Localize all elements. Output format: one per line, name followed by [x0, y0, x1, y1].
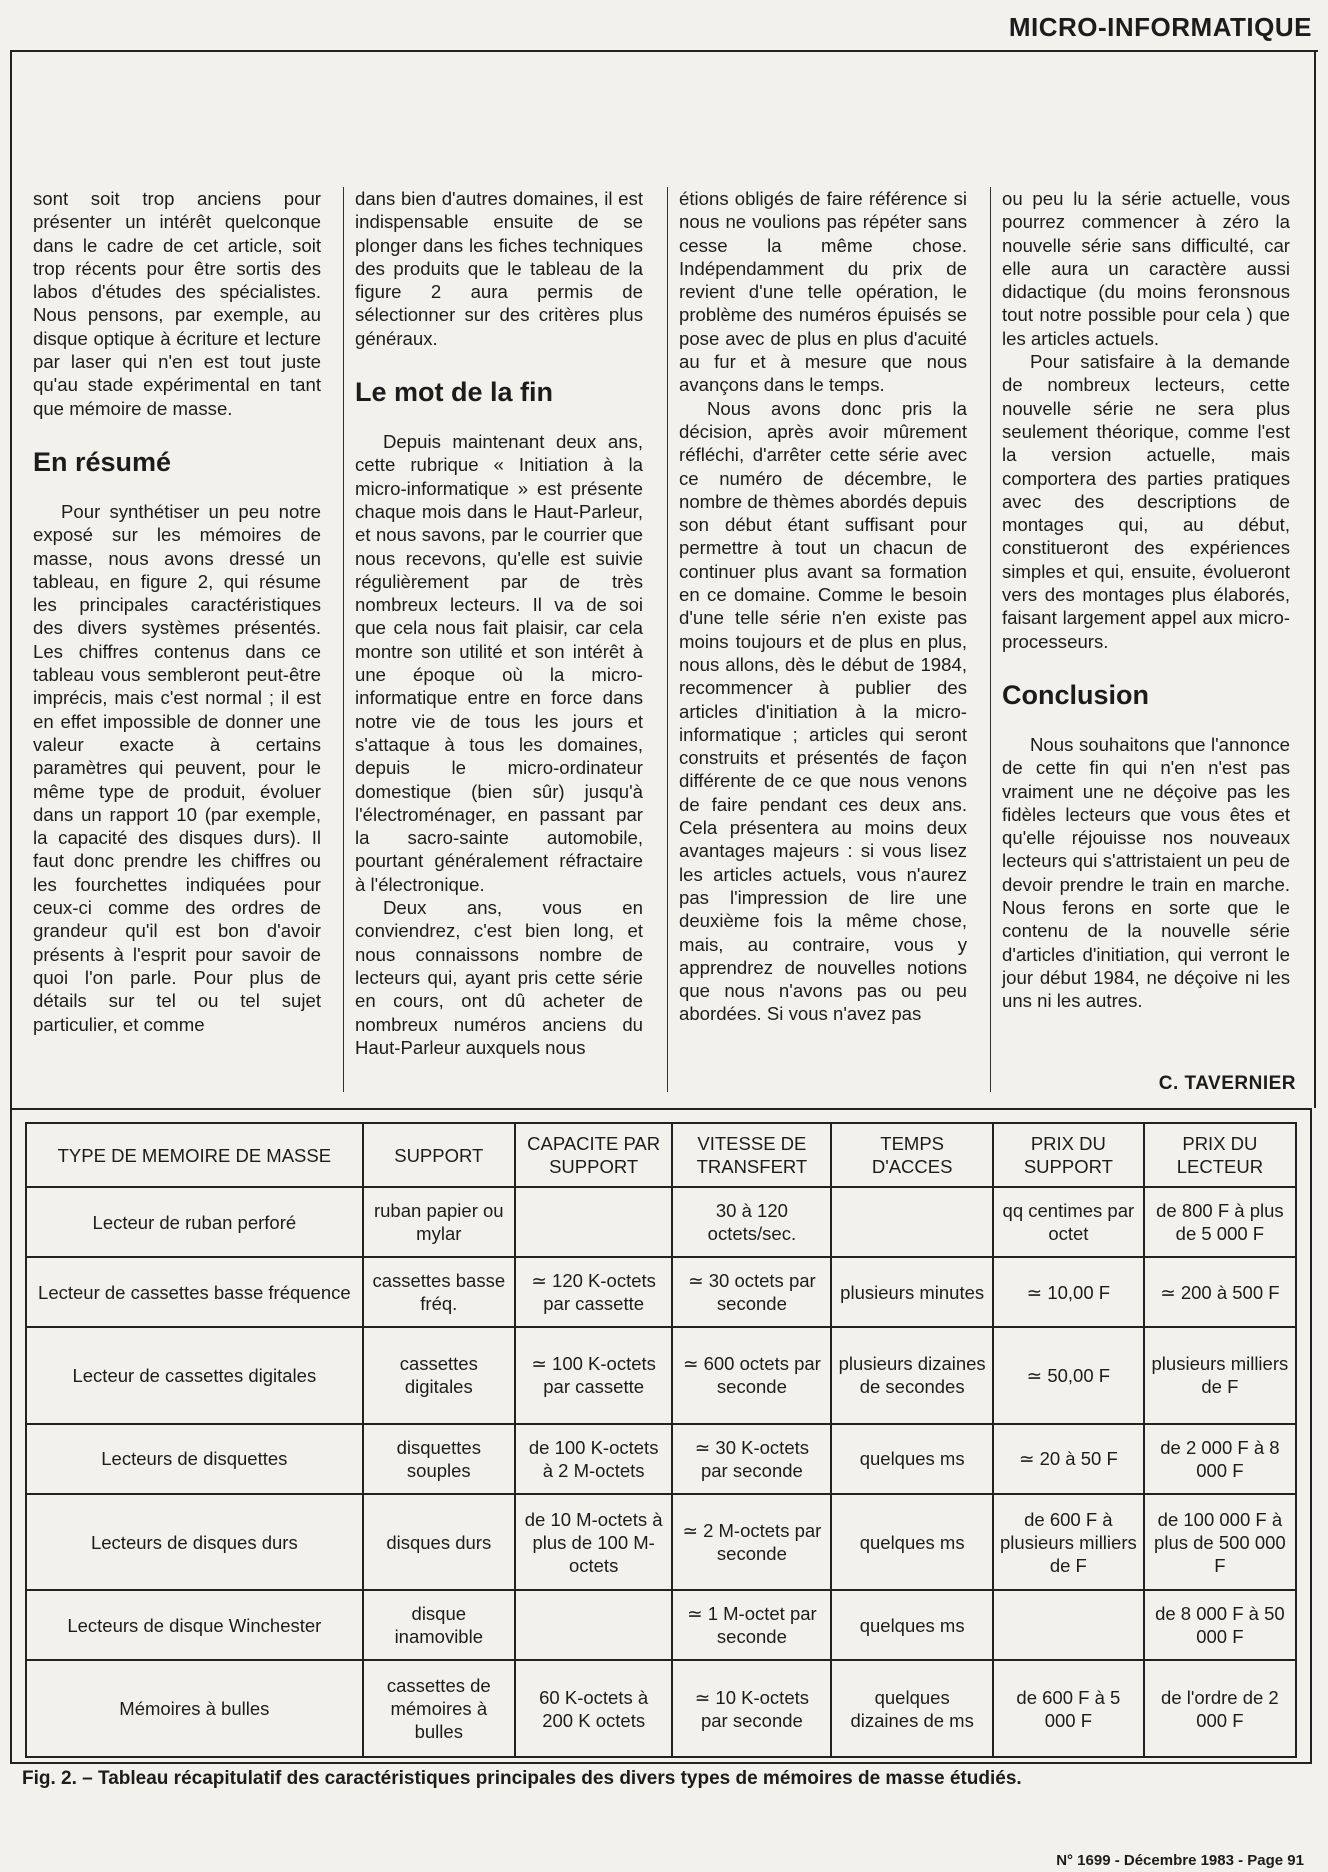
table-cell: ruban papier ou mylar [363, 1187, 515, 1257]
table-cell: 60 K-octets à 200 K octets [515, 1660, 673, 1757]
table-cell: cassettes digitales [363, 1327, 515, 1424]
table-header-row [26, 1123, 1296, 1187]
author-signature: C. TAVERNIER [1158, 1073, 1296, 1094]
table-cell: Mémoires à bulles [26, 1660, 363, 1757]
table-cell: de l'ordre de 2 000 F [1144, 1660, 1296, 1757]
article-column-1 [33, 187, 321, 1036]
paragraph: ou peu lu la série actuelle, vous pourrez commencer à zéro la nouvelle série sans difficulté, car elle aura un caractère aussi didactique (du moins feronsnous tout notre possible pour cela ) que les articles actuels. [1002, 188, 1290, 349]
table-cell: disquettes souples [363, 1424, 515, 1494]
table-cell: Lecteur de cassettes basse fréquence [26, 1257, 363, 1327]
paragraph: Nous avons donc pris la décision, après avoir mûrement réfléchi, d'arrêter cette série avec ce numéro de décembre, le nombre de thèmes abordés depuis son début étant suffisant pour permettre à tout un chacun de continuer plus avant sa formation en ce domaine. Comme le besoin d'une telle série n'en existe pas moins toujours et de plus en plus, nous allons, dès le début de 1984, recommencer à publier des articles d'initiation à la micro-informatique ; articles qui seront construits et présentés de façon différente de ce que nous venons de faire pendant ces deux ans. Cela présentera au moins deux avantages majeurs : si vous lisez les articles actuels, vous n'aurez pas l'impression de lire une deuxième fois la même chose, mais, au contraire, vous y apprendrez de nouvelles notions que nous n'avons pas ou peu abordées. Si vous n'avez pas [679, 397, 967, 1025]
table-cell: ≃ 600 octets par seconde [672, 1327, 831, 1424]
table-cell: cassettes basse fréq. [363, 1257, 515, 1327]
header-cell: CAPACITE PAR SUPPORT [515, 1123, 673, 1187]
table-cell: disques durs [363, 1494, 515, 1591]
table-cell: 30 à 120 octets/sec. [672, 1187, 831, 1257]
table-cell: ≃ 200 à 500 F [1144, 1257, 1296, 1327]
header-cell: SUPPORT [363, 1123, 515, 1187]
table-cell: ≃ 1 M-octet par seconde [672, 1590, 831, 1660]
heading-le-mot-de-la-fin: Le mot de la fin [355, 377, 554, 408]
paragraph: Deux ans, vous en conviendrez, c'est bien long, et nous connaissons nombre de lecteurs qui, ayant pris cette série en cours, ont dû acheter de nombreux numéros anciens du Haut-Parleur auxquels nous [355, 897, 643, 1058]
article-column-2 [355, 187, 643, 1059]
table-row [26, 1660, 1296, 1757]
table-cell: de 100 K-octets à 2 M-octets [515, 1424, 673, 1494]
table-cell: ≃ 100 K-octets par cassette [515, 1327, 673, 1424]
paragraph: Pour synthétiser un peu notre exposé sur les mémoires de masse, nous avons dressé un tableau, en figure 2, qui résume les principales caractéristiques des divers systèmes présentés. Les chiffres contenus dans ce tableau vous sembleront peut-être imprécis, mais c'est normal ; il est en effet impossible de donner une valeur exacte à certains paramètres qui peuvent, pour le même type de produit, évoluer dans un rapport 10 (par exemple, la capacité des disques durs). Il faut donc prendre les chiffres ou les fourchettes indiquées pour ceux-ci comme des ordres de grandeur qu'il est bon d'avoir présents à l'esprit pour savoir de quoi l'on parle. Pour plus de détails sur tel ou tel sujet particulier, et comme [33, 500, 321, 1035]
page-footer: N° 1699 - Décembre 1983 - Page 91 [1056, 1852, 1304, 1869]
table-cell: Lecteur de ruban perforé [26, 1187, 363, 1257]
table-cell [515, 1590, 673, 1660]
table-row [26, 1494, 1296, 1591]
heading-en-resume: En résumé [33, 446, 172, 477]
table-row [26, 1424, 1296, 1494]
table-cell: quelques ms [831, 1590, 993, 1660]
table-cell: ≃ 20 à 50 F [993, 1424, 1144, 1494]
paragraph: Pour satisfaire à la demande de nombreux lecteurs, cette nouvelle série ne sera plus seulement théorique, comme l'est la version actuelle, mais comportera des parties pratiques avec des descriptions de montages qui, au début, constitueront des expériences simples et qui, ensuite, évolueront vers des montages plus élaborés, faisant largement appel aux micro-processeurs. [1002, 351, 1290, 652]
table-cell: quelques ms [831, 1424, 993, 1494]
heading-conclusion: Conclusion [1002, 679, 1149, 710]
column-divider [343, 187, 344, 1092]
header-cell: VITESSE DE TRANSFERT [672, 1123, 831, 1187]
table-cell: plusieurs milliers de F [1144, 1327, 1296, 1424]
table-cell [515, 1187, 673, 1257]
table-row [26, 1590, 1296, 1660]
table-cell [993, 1590, 1144, 1660]
table-cell: plusieurs minutes [831, 1257, 993, 1327]
table-cell: ≃ 10 K-octets par seconde [672, 1660, 831, 1757]
table-cell: ≃ 50,00 F [993, 1327, 1144, 1424]
table-cell: de 8 000 F à 50 000 F [1144, 1590, 1296, 1660]
table-cell: cassettes de mémoires à bulles [363, 1660, 515, 1757]
paragraph: Nous souhaitons que l'annonce de cette fin qui n'en n'est pas vraiment une ne déçoive pas les fidèles lecteurs que vous êtes et qu'elle réjouisse nos nouveaux lecteurs qui s'attristaient un peu de devoir prendre le train en marche. Nous ferons en sorte que le contenu de la nouvelle série d'articles d'initiation, qui verront le jour début 1984, ne déçoive ni les uns ni les autres. [1002, 733, 1290, 1012]
paragraph: étions obligés de faire référence si nous ne voulions pas répéter sans cesse la même chose. Indépendamment du prix de revient d'une telle opération, le problème des numéros épuisés se pose avec de plus en plus d'acuité au fur et à mesure que nous avançons dans le temps. [679, 188, 967, 396]
table-cell: de 600 F à 5 000 F [993, 1660, 1144, 1757]
table-cell: Lecteurs de disques durs [26, 1494, 363, 1591]
table-cell: de 100 000 F à plus de 500 000 F [1144, 1494, 1296, 1591]
section-header: MICRO-INFORMATIQUE [1008, 12, 1312, 42]
table-cell: plusieurs dizaines de secondes [831, 1327, 993, 1424]
table-cell [831, 1187, 993, 1257]
paragraph: Depuis maintenant deux ans, cette rubrique « Initiation à la micro-informatique » est présente chaque mois dans le Haut-Parleur, et nous savons, par le courrier que nous recevons, qu'elle est suivie régulièrement par de très nombreux lecteurs. Il va de soi que cela nous fait plaisir, car cela montre son utilité et son intérêt à une époque où la micro-informatique entre en force dans notre vie de tous les jours et s'attaque à tous les domaines, depuis le micro-ordinateur domestique (bien sûr) jusqu'à l'électroménager, en passant par la sacro-sainte automobile, pourtant généralement réfractaire à l'électronique. [355, 431, 643, 895]
table-cell: ≃ 30 octets par seconde [672, 1257, 831, 1327]
table-cell: ≃ 120 K-octets par cassette [515, 1257, 673, 1327]
paragraph: sont soit trop anciens pour présenter un intérêt quelconque dans le cadre de cet article, soit trop récents pour être sortis des labos d'études des spécialistes. Nous pensons, par exemple, au disque optique à écriture et lecture par laser qui n'en est tout juste qu'au stade expérimental en tant que mémoire de masse. [33, 188, 321, 419]
table-row [26, 1327, 1296, 1424]
table-cell: qq centimes par octet [993, 1187, 1144, 1257]
table-row [26, 1257, 1296, 1327]
header-cell: TEMPS D'ACCES [831, 1123, 993, 1187]
paragraph: dans bien d'autres domaines, il est indispensable ensuite de se plonger dans les fiches techniques des produits que le tableau de la figure 2 aura permis de sélectionner sur des critères plus généraux. [355, 188, 643, 349]
table-cell: quelques ms [831, 1494, 993, 1591]
table-cell: de 800 F à plus de 5 000 F [1144, 1187, 1296, 1257]
header-cell: PRIX DU SUPPORT [993, 1123, 1144, 1187]
table-cell: de 2 000 F à 8 000 F [1144, 1424, 1296, 1494]
table-cell: ≃ 30 K-octets par seconde [672, 1424, 831, 1494]
column-divider [990, 187, 991, 1092]
header-cell: TYPE DE MEMOIRE DE MASSE [26, 1123, 363, 1187]
article-column-4 [1002, 187, 1290, 1013]
table-cell: Lecteur de cassettes digitales [26, 1327, 363, 1424]
table-cell: disque inamovible [363, 1590, 515, 1660]
table-cell: de 10 M-octets à plus de 100 M-octets [515, 1494, 673, 1591]
column-divider [667, 187, 668, 1092]
summary-table [25, 1122, 1297, 1758]
article-column-3 [679, 187, 967, 1026]
table-row [26, 1187, 1296, 1257]
table-cell: ≃ 2 M-octets par seconde [672, 1494, 831, 1591]
table-cell: ≃ 10,00 F [993, 1257, 1144, 1327]
table-cell: quelques dizaines de ms [831, 1660, 993, 1757]
figure-caption: Fig. 2. – Tableau récapitulatif des caractéristiques principales des divers types de mémoires de masse étudiés. [22, 1768, 1022, 1789]
table-cell: Lecteurs de disque Winchester [26, 1590, 363, 1660]
header-cell: PRIX DU LECTEUR [1144, 1123, 1296, 1187]
table-cell: Lecteurs de disquettes [26, 1424, 363, 1494]
table-cell: de 600 F à plusieurs milliers de F [993, 1494, 1144, 1591]
